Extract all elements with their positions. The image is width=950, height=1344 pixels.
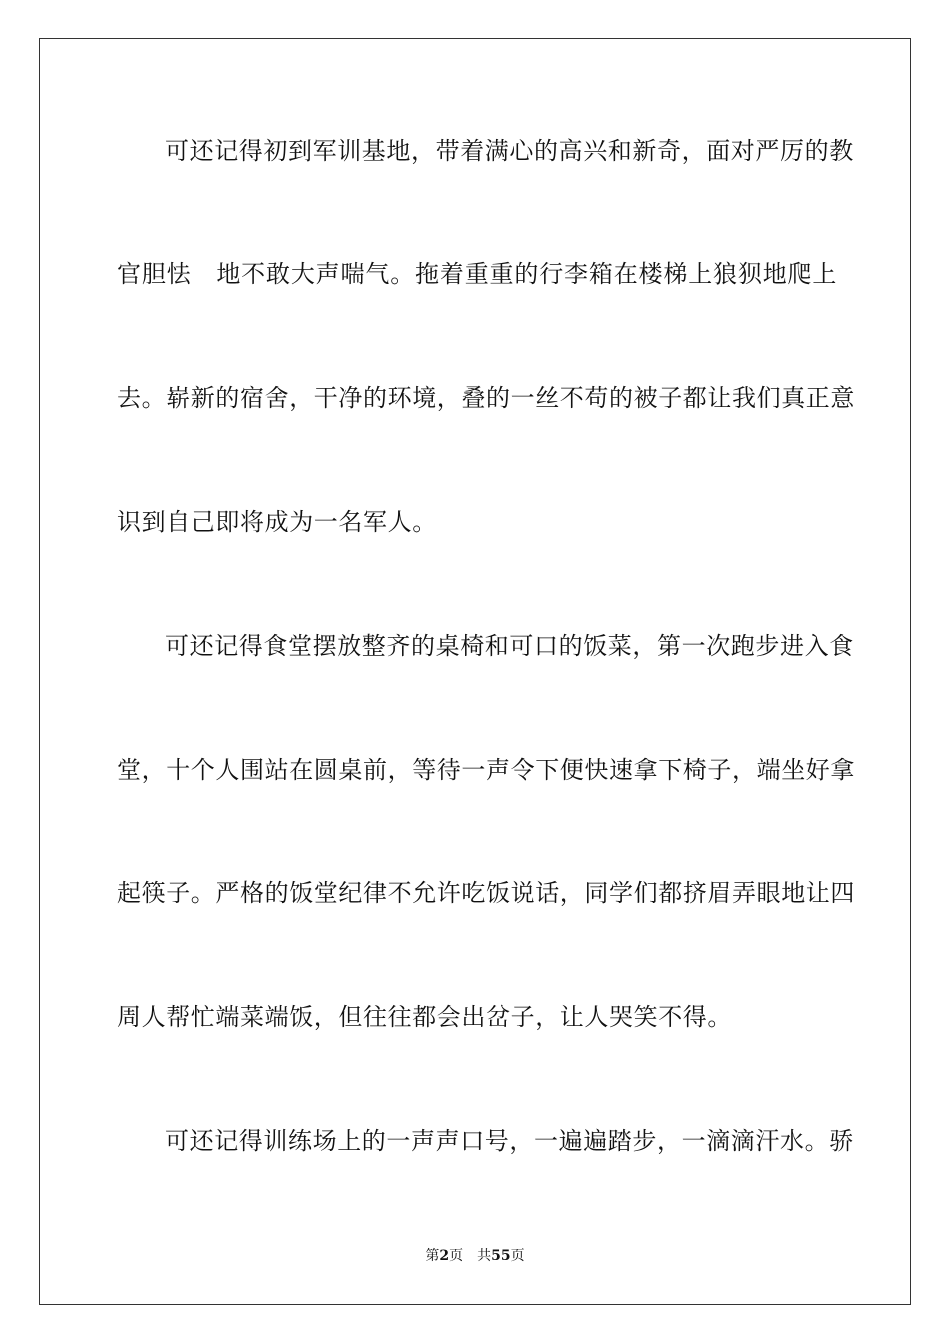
footer-page-suffix: 页 — [449, 1248, 464, 1264]
footer-page-prefix: 第 — [425, 1248, 440, 1264]
footer-page-number: 2 — [439, 1248, 450, 1264]
footer-total-pages: 55 — [491, 1248, 511, 1264]
footer-total-prefix: 共 — [477, 1248, 492, 1264]
paragraph-1-line-3: 去。崭新的宿舍，干净的环境，叠的一丝不苟的被子都让我们真正意 — [117, 384, 855, 412]
paragraph-1-line-2: 官胆怯 地不敢大声喘气。拖着重重的行李箱在楼梯上狼狈地爬上 — [117, 260, 837, 288]
paragraph-2-line-2: 堂，十个人围站在圆桌前，等待一声令下便快速拿下椅子，端坐好拿 — [117, 756, 855, 784]
page-footer — [0, 1247, 950, 1265]
paragraph-1-line-4: 识到自己即将成为一名军人。 — [117, 508, 437, 536]
paragraph-2-line-3: 起筷子。严格的饭堂纪律不允许吃饭说话，同学们都挤眉弄眼地让四 — [117, 879, 855, 907]
paragraph-3-line-1: 可还记得训练场上的一声声口号，一遍遍踏步，一滴滴汗水。骄 — [165, 1127, 854, 1155]
page-border — [39, 38, 911, 1305]
paragraph-2-line-4: 周人帮忙端菜端饭，但往往都会出岔子，让人哭笑不得。 — [117, 1003, 732, 1031]
footer-total-suffix: 页 — [510, 1248, 525, 1264]
paragraph-1-line-1: 可还记得初到军训基地，带着满心的高兴和新奇，面对严厉的教 — [165, 137, 854, 165]
paragraph-2-line-1: 可还记得食堂摆放整齐的桌椅和可口的饭菜，第一次跑步进入食 — [165, 632, 854, 660]
